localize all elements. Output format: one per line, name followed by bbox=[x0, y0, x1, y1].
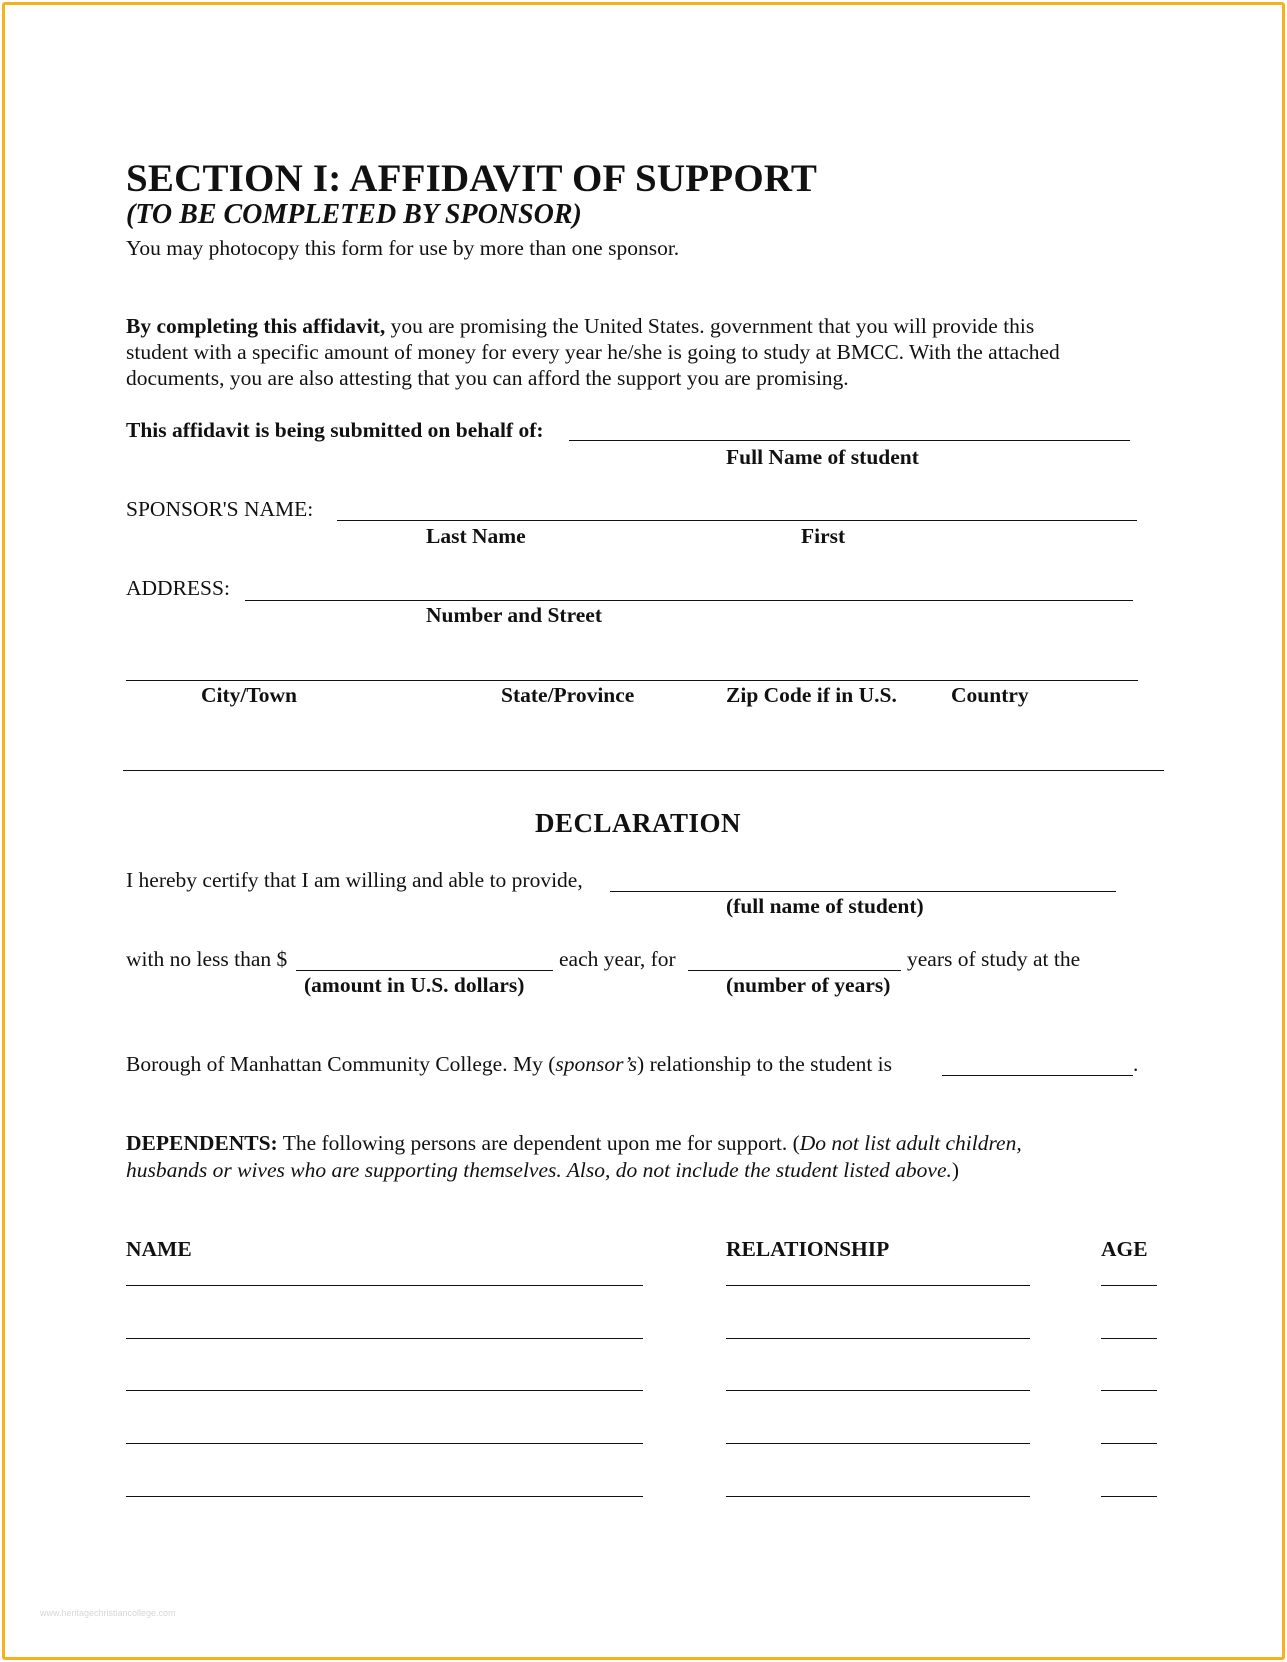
dependents-italic-1: Do not list adult children, bbox=[799, 1131, 1022, 1155]
section-divider bbox=[123, 770, 1164, 771]
intro-line-1-text: you are promising the United States. government that you will provide this bbox=[385, 314, 1035, 338]
dependents-text-2: ) bbox=[951, 1158, 960, 1182]
dependent-age-field[interactable] bbox=[1101, 1443, 1157, 1444]
declaration-caption-amount: (amount in U.S. dollars) bbox=[304, 973, 525, 997]
address-street-field[interactable] bbox=[245, 600, 1133, 601]
address-city-line-field[interactable] bbox=[126, 680, 1138, 681]
dependent-age-field[interactable] bbox=[1101, 1390, 1157, 1391]
sponsor-name-field[interactable] bbox=[337, 520, 1137, 521]
dependents-text-1: The following persons are dependent upon me for support. ( bbox=[277, 1131, 800, 1155]
dependents-line-2 bbox=[126, 1158, 959, 1183]
declaration-amount-label: with no less than $ bbox=[126, 947, 288, 971]
declaration-line-3-rest: ) relationship to the student is bbox=[637, 1052, 893, 1076]
declaration-heading: DECLARATION bbox=[535, 808, 742, 838]
address-label: ADDRESS: bbox=[126, 576, 230, 600]
intro-line-1 bbox=[126, 314, 1034, 339]
sponsor-caption-first: First bbox=[801, 524, 846, 548]
declaration-line-1: I hereby certify that I am willing and able to provide, bbox=[126, 868, 583, 892]
declaration-student-field[interactable] bbox=[610, 891, 1116, 892]
photocopy-note: You may photocopy this form for use by more than one sponsor. bbox=[126, 236, 680, 260]
column-header-age: AGE bbox=[1101, 1237, 1148, 1261]
declaration-years-study-label: years of study at the bbox=[907, 947, 1081, 971]
dependents-bold-lead: DEPENDENTS: bbox=[126, 1131, 278, 1155]
declaration-caption-student: (full name of student) bbox=[726, 894, 924, 918]
address-caption-country: Country bbox=[951, 683, 1029, 707]
intro-line-2: student with a specific amount of money for every year he/she is going to study at BMCC. With the attached bbox=[126, 340, 1060, 364]
sponsor-caption-last: Last Name bbox=[426, 524, 526, 548]
dependent-relationship-field[interactable] bbox=[726, 1338, 1030, 1339]
dependents-italic-2: husbands or wives who are supporting themselves. Also, do not include the student listed above. bbox=[126, 1158, 952, 1182]
dependent-name-field[interactable] bbox=[126, 1443, 643, 1444]
dependents-line-1 bbox=[126, 1131, 1022, 1156]
declaration-line-3-italic: sponsor’s bbox=[555, 1052, 638, 1076]
dependent-age-field[interactable] bbox=[1101, 1338, 1157, 1339]
declaration-line-3-end: . bbox=[1133, 1052, 1139, 1076]
dependent-age-field[interactable] bbox=[1101, 1496, 1157, 1497]
student-name-field[interactable] bbox=[569, 440, 1130, 441]
amount-field[interactable] bbox=[296, 970, 553, 971]
dependent-name-field[interactable] bbox=[126, 1390, 643, 1391]
declaration-each-year-label: each year, for bbox=[559, 947, 676, 971]
intro-bold-lead: By completing this affidavit, bbox=[126, 314, 386, 338]
dependent-name-field[interactable] bbox=[126, 1496, 643, 1497]
sponsor-name-label: SPONSOR'S NAME: bbox=[126, 497, 314, 521]
behalf-label: This affidavit is being submitted on behalf of: bbox=[126, 418, 544, 442]
dependent-name-field[interactable] bbox=[126, 1285, 643, 1286]
address-caption-city: City/Town bbox=[201, 683, 297, 707]
declaration-line-3 bbox=[126, 1052, 892, 1077]
address-caption-zip: Zip Code if in U.S. bbox=[726, 683, 897, 707]
dependent-relationship-field[interactable] bbox=[726, 1390, 1030, 1391]
dependent-name-field[interactable] bbox=[126, 1338, 643, 1339]
dependent-relationship-field[interactable] bbox=[726, 1443, 1030, 1444]
dependent-relationship-field[interactable] bbox=[726, 1285, 1030, 1286]
declaration-caption-years: (number of years) bbox=[726, 973, 891, 997]
column-header-relationship: RELATIONSHIP bbox=[726, 1237, 890, 1261]
years-field[interactable] bbox=[688, 970, 901, 971]
dependent-relationship-field[interactable] bbox=[726, 1496, 1030, 1497]
dependent-age-field[interactable] bbox=[1101, 1285, 1157, 1286]
address-caption-state: State/Province bbox=[501, 683, 635, 707]
column-header-name: NAME bbox=[126, 1237, 192, 1261]
page-subtitle: (TO BE COMPLETED BY SPONSOR) bbox=[126, 199, 582, 230]
declaration-line-3-text: Borough of Manhattan Community College. My ( bbox=[126, 1052, 556, 1076]
watermark-text: www.heritagechristiancollege.com bbox=[40, 1608, 176, 1618]
relationship-field[interactable] bbox=[942, 1075, 1133, 1076]
page-title: SECTION I: AFFIDAVIT OF SUPPORT bbox=[126, 157, 818, 200]
intro-line-3: documents, you are also attesting that you can afford the support you are promising. bbox=[126, 366, 849, 390]
address-caption-street: Number and Street bbox=[426, 603, 602, 627]
behalf-caption: Full Name of student bbox=[726, 445, 919, 469]
